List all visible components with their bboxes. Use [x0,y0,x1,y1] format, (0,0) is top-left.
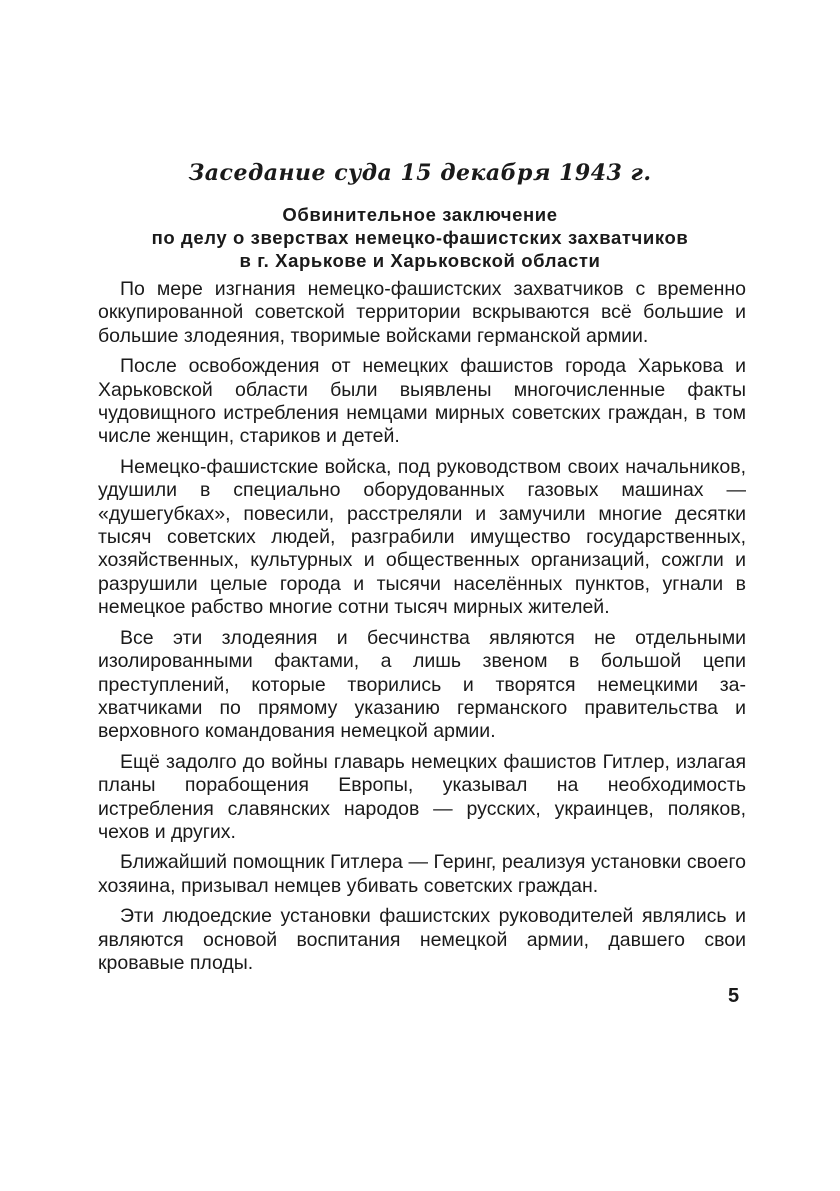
paragraph: Ещё задолго до войны главарь немецких фашистов Гитлер, излагая планы порабощения Европы, указывал на необходимость истребления славянских народов — русских, украинцев, поляков, чехов и других. [98,750,746,843]
heading-line-3: в г. Харькове и Харьковской области [239,250,601,271]
paragraph: Все эти злодеяния и бесчинства являются не отдельными изолированными фактами, а лишь звеном в большой цепи преступлений, которые творились и творятся немецкими захватчиками по прямому указанию германского правительства и верховного командования немецкой армии. [98,626,746,743]
heading-line-1: Обвинительное заключение [282,204,558,225]
body-text [98,278,746,982]
paragraph: Немецко-фашистские войска, под руководством своих начальников, удушили в специально оборудованных газовых машинах — «душегубках», повесили, расстреляли и замучили многие десятки тысяч советских людей, разграбили имущество государственных, хозяйственных, культурных и общественных организаций, сожгли и разрушили целые города и тысячи населённых пунктов, угнали в немецкое рабство многие сотни тысяч мирных жителей. [98,455,746,619]
paragraph: После освобождения от немецких фашистов города Харькова и Харьковской области были выявлены многочисленные факты чудовищного истребления немцами мирных советских граждан, в том числе женщин, стариков и детей. [98,355,746,448]
paragraph: Эти людоедские установки фашистских руководителей являлись и являются основой воспитания немецкой армии, давшего свои кровавые плоды. [98,905,746,974]
paragraph: Ближайший помощник Гитлера — Геринг, реализуя установки своего хозяина, призывал немцев убивать советских граждан. [98,851,746,897]
paragraph: По мере изгнания немецко-фашистских захватчиков с временно оккупированной советской территории вскрываются всё большие и большие злодеяния, творимые войсками германской армии. [98,278,746,347]
page-number: 5 [728,985,740,1007]
session-title: Заседание суда 15 декабря 1943 г. [188,160,652,186]
document-heading [100,203,740,272]
heading-line-2: по делу о зверствах немецко-фашистских захватчиков [151,227,689,248]
